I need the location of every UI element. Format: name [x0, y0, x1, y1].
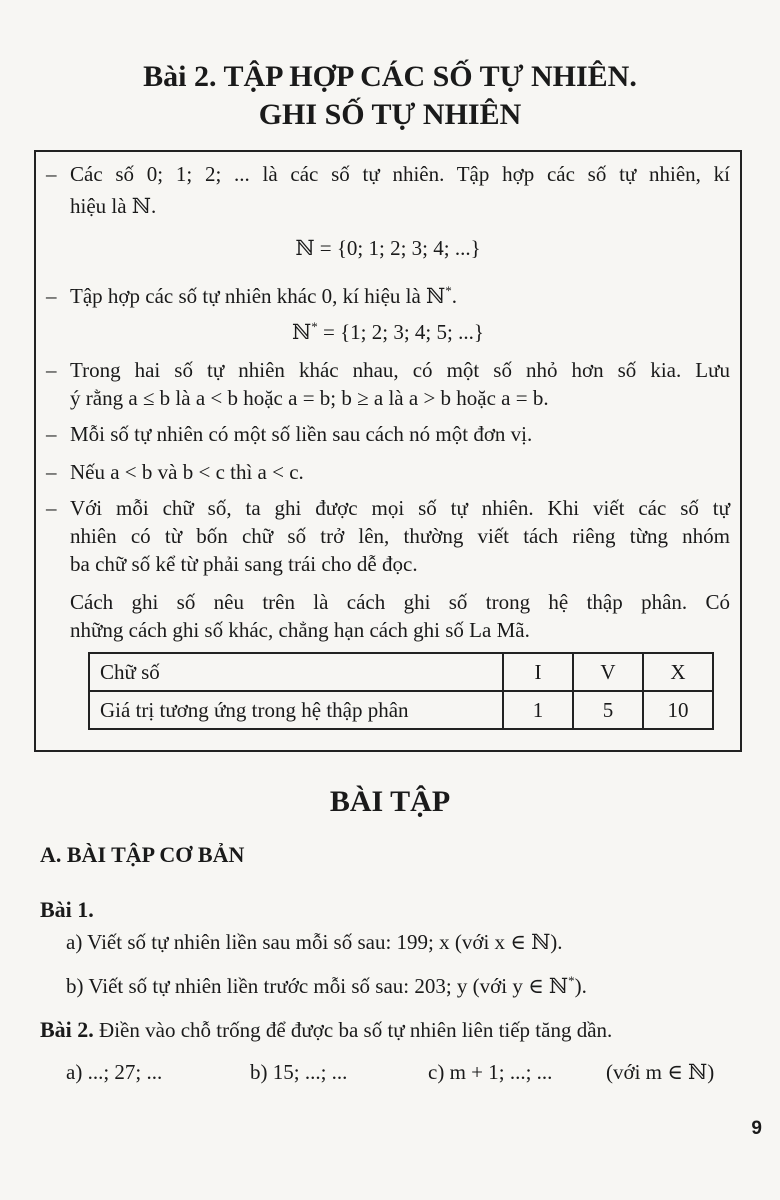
table-cell: I — [503, 653, 573, 691]
theory-p3-line1: Trong hai số tự nhiên khác nhau, có một số nhỏ hơn số kia. Lưu — [70, 358, 730, 382]
theory-p6-line1: Với mỗi chữ số, ta ghi được mọi số tự nhiên. Khi viết các số tự — [70, 496, 730, 520]
star-superscript: * — [445, 283, 452, 299]
table-cell: 1 — [503, 691, 573, 729]
bullet-dash: – — [46, 358, 57, 382]
bullet-dash: – — [46, 496, 57, 520]
theory-p2-text: Tập hợp các số tự nhiên khác 0, kí hiệu là ℕ — [70, 284, 446, 308]
theory-p2 — [70, 282, 457, 310]
exercise-1a: a) Viết số tự nhiên liền sau mỗi số sau: 199; x (với x ∈ ℕ). — [66, 930, 563, 954]
theory-p6-line2: nhiên có từ bốn chữ số trở lên, thường viết tách riêng từng nhóm — [70, 524, 730, 548]
theory-p2-end: . — [451, 284, 457, 308]
table-cell: 10 — [643, 691, 713, 729]
bullet-dash: – — [46, 284, 57, 308]
formula-set-values: = {1; 2; 3; 4; 5; ...} — [317, 320, 484, 344]
theory-p6-line3: ba chữ số kể từ phải sang trái cho dễ đọc. — [70, 552, 418, 576]
formula-n-symbol: ℕ — [292, 320, 312, 344]
lesson-title-line2: GHI SỐ TỰ NHIÊN — [258, 98, 522, 131]
exercise-2 — [40, 1016, 612, 1044]
page-number: 9 — [751, 1118, 762, 1139]
table-row — [89, 691, 713, 729]
table-cell: Giá trị tương ứng trong hệ thập phân — [89, 691, 503, 729]
table-cell: Chữ số — [89, 653, 503, 691]
theory-p7-line2: những cách ghi số khác, chẳng hạn cách ghi số La Mã. — [70, 618, 530, 642]
exercise-1b-end: ). — [574, 974, 587, 998]
exercise-1b-text: b) Viết số tự nhiên liền trước mỗi số sau: 203; y (với y ∈ ℕ — [66, 974, 569, 998]
exercise-1b — [66, 972, 587, 1000]
formula-natural-set: ℕ = {0; 1; 2; 3; 4; ...} — [295, 236, 481, 260]
table-row — [89, 653, 713, 691]
table-cell: 5 — [573, 691, 643, 729]
theory-p7-line1: Cách ghi số nêu trên là cách ghi số trong hệ thập phân. Có — [70, 590, 730, 614]
theory-p4: Mỗi số tự nhiên có một số liền sau cách nó một đơn vị. — [70, 422, 533, 446]
exercise-2a: a) ...; 27; ... — [66, 1060, 163, 1084]
roman-numeral-table — [88, 652, 714, 730]
table-cell: V — [573, 653, 643, 691]
theory-p1-line1: Các số 0; 1; 2; ... là các số tự nhiên. Tập hợp các số tự nhiên, kí — [70, 162, 730, 186]
exercise-2-label: Bài 2. — [40, 1017, 94, 1042]
star-superscript: * — [568, 973, 575, 989]
exercise-2c: c) m + 1; ...; ... — [428, 1060, 553, 1084]
theory-box — [34, 150, 742, 752]
exercise-2-text: Điền vào chỗ trống để được ba số tự nhiên liên tiếp tăng dần. — [93, 1018, 613, 1042]
table-cell: X — [643, 653, 713, 691]
theory-p1-line2: hiệu là ℕ. — [70, 194, 157, 218]
bullet-dash: – — [46, 422, 57, 446]
bullet-dash: – — [46, 162, 57, 186]
exercise-2b: b) 15; ...; ... — [250, 1060, 348, 1084]
formula-natural-star-set — [36, 318, 740, 346]
exercise-1-label: Bài 1. — [40, 897, 94, 922]
theory-p3-line2: ý rằng a ≤ b là a < b hoặc a = b; b ≥ a là a > b hoặc a = b. — [70, 386, 549, 410]
bullet-dash: – — [46, 460, 57, 484]
lesson-title-line1: Bài 2. TẬP HỢP CÁC SỐ TỰ NHIÊN. — [143, 60, 637, 93]
star-superscript: * — [311, 319, 318, 335]
exercises-heading: BÀI TẬP — [329, 785, 451, 818]
exercise-2-note: (với m ∈ ℕ) — [606, 1060, 715, 1084]
theory-p5: Nếu a < b và b < c thì a < c. — [70, 460, 304, 484]
section-heading: A. BÀI TẬP CƠ BẢN — [40, 842, 245, 867]
